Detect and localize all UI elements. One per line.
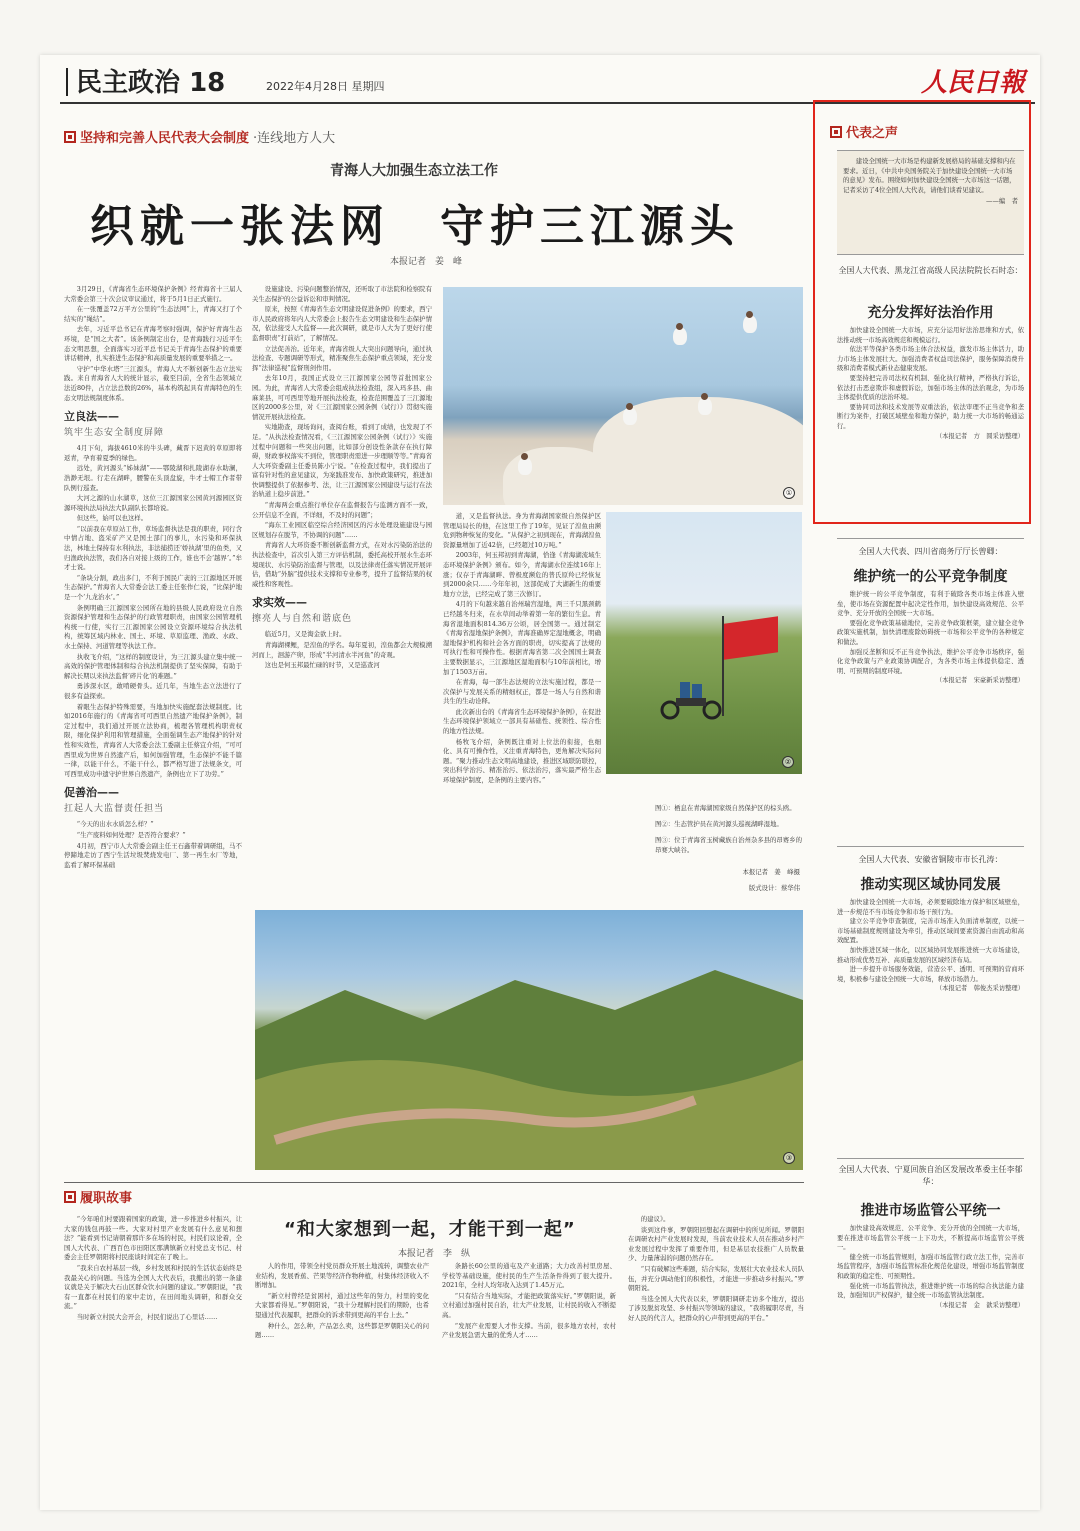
motorcycle-icon [658,680,726,720]
paragraph: 当时新立村民大会开会，村民们说出了心里话…… [76,1312,218,1321]
paragraph: 4月下旬，海拔4610米的牛头碑，藏晋下迟黄的草原即将返青，孕育着夏季的绿色。 [64,444,242,462]
intro-text: 建设全国统一大市场是构建新发展格局的基础支撑和内在要求。近日，《中共中央国务院关于加快建设全国统一大市场的意见》发布。围绕如何加快建设全国统一大市场这一话题，记者采访了4位全国人大代表，请他们谈看见建议。 [843,157,1016,194]
paragraph: 人的作用，带领全村党员群众开展土地流转，调整农业产业结构，发展香蕉、芒果等经济作物种植，村集体经济收入不断增加。 [255,1262,429,1290]
paragraph: “生产废料如何处理？是否符合要求？” [76,830,186,839]
lower-headline: “和大家想到一起，才能干到一起” [284,1219,576,1240]
section-heading-3: 求实效—— [252,596,307,610]
lower-kicker-text: 履职故事 [80,1191,133,1206]
paragraph: 这也是何玉邦最忙碌的时节，又是巡查河 [264,661,380,670]
article-subhead: 青海人大加强生态立法工作 [330,163,498,179]
newspaper-logo: 人民日報 [920,68,1025,98]
photo-number: ② [782,756,794,768]
article-column-3 [443,512,601,902]
paragraph: “条块分割，政出多门，不利于国民广袤的三江源地区开展生态保护。”青海省人大常委会法工委主任张作仁说，“比保护地是一个‘九龙治水’。” [64,573,242,602]
paragraph: “今天的出水水质怎么样？” [76,820,154,829]
paragraph: 守护“中华水塔”三江源头，青海人大不断创新生态立法实践。来自青海省人大的统计显示，截至目前，全省生态领域立法近80件，占立法总数的26%，基本构筑起具有青海特色的生态文明法规制度体系。 [64,364,242,402]
gull-shape [673,327,687,345]
section-subheading-1: 筑牢生态安全制度屏障 [64,428,165,439]
paragraph: 2003年，何玉邦初到青海湖，恰逢《青海湖流域生态环境保护条例》颁布。如今，青海湖水位连续16年上涨；仅存于青海湖畔、曾极度濒危的普氏原羚已经恢复到2000余只……今年年初，这部促成了大湖新生的重要地方立法，已经完成了第三次修订。 [443,551,601,598]
canyon-landscape [255,910,803,1170]
photo-canyon [255,910,803,1170]
photo-gulls [443,287,803,505]
masthead-bar [66,68,68,96]
paragraph: 健全统一市场监管规则，加强市场监管行政立法工作，完善市场监管程序，加强市场监管标准化规范化建设，增强市场监管制度和政策的稳定性、可预期性。 [837,1253,1024,1280]
section-title: 民主政治 18 [76,68,226,98]
paragraph: 种什么，怎么种，产品怎么卖，这些都是罗朝阳关心的问题…… [255,1321,429,1340]
paragraph: 建立公平竞争审查制度，完善市场准入负面清单制度，以统一市场基础制度规则建设为牵引，推动区域间要素资源自由流动和高效配置。 [837,918,1024,945]
paragraph: 依法平等保护各类市场主体合法权益，激发市场主体活力，助力市场主体发展壮大。加强消费者权益司法保护，服务保障消费升级和消费者模式新业态健康发展。 [837,346,1024,373]
kicker-box-icon [64,1191,76,1203]
opinion-body-1 [837,326,1024,514]
photo-patrol [606,512,802,774]
kicker-sub: ·连线地方人大 [253,131,336,146]
paragraph: 的建议》。 [640,1215,670,1223]
paragraph: 青海省人大环资委不断创新监督方式，在对水污染防治法的执法检查中，首次引入第三方评估机制，委托高校开展水生态环境现状、水污染防治监督与管理，以及法律责任落实情况开展评估，借助“外脑”提供技术支撑和专业参考，提升了监督结果的权威性和客观性。 [252,541,432,588]
red-flag [724,616,778,660]
paragraph: 青海湖裸鲤，是湟鱼的学名。每年夏初，湟鱼都会大规模溯河而上，洄游产卵，形成“半河清水半河鱼”的奇观。 [252,641,432,659]
paragraph: 着眼生态保护特殊需要，当地加快实施配套法规制度。比如2016年施行的《青海省可可西里自然遗产地保护条例》，制定过程中，我们通过开展立法协商，梳理各管理机构职责权限，细化保护利用和管理措施，全面强调生态产地保护的针对性和实效性，青海省人大常委会法工委副主任蔡宜介绍，“可可西里成为世界自然遗产后，如何加强管理，生态保护不能千篇一律，以能干什么，不能干什么，都严格写进了法规条文，可可西里成功申遗守护世界自然遗产，条例也立下了功劳。” [64,702,242,778]
opinion-title-2: 维护统一的公平竞争制度 [853,569,1008,585]
kicker-box-icon [830,126,842,138]
col2-paragraphs [252,285,432,589]
lower-column-1 [64,1215,242,1440]
paragraph: 3月29日，《青海省生态环境保护条例》经青海省十三届人大常委会第三十次会议审议通过，将于5月1日正式施行。 [64,285,242,303]
paragraph: 此次新出台的《青海省生态环境保护条例》，在促进生态环境保护领域立一部具有基础性、统领性、综合性的地方性法规。 [443,707,601,736]
paragraph: 进一步提升市场服务效能，营造公平、透明、可预期的营商环境，积极参与建设全国统一大市场，释放市场潜力。 [837,966,1024,983]
paragraph: 原来，按照《青海省生态文明建设促进条例》的要求，西宁市人民政府将年内人大常委会上报告生态文明建设和生态保护情况，依法接受人大监督——此次调研，就是市人大为了更好行使监督职责“打前站”，了解情况。 [252,305,432,342]
reporter-credit: （本报记者 金 歆采访整理） [935,1301,1024,1309]
paragraph: 条例明确三江源国家公园所在地的县级人民政府设立自然资源保护管理和生态保护的行政管理职责，由国家公园管理机构统一行使，实行三江源国家公园设立资源环境综合执法机构，统筹区域内林业、国土、环境、草原监理、渔政、水政、水土保持、河道管理等执法工作。 [64,603,242,650]
paragraph: 在一张覆盖72万平方公里的“生态法网”上，青海又打了个结实的“绳结”。 [64,305,242,323]
paragraph: 当选全国人大代表以来，罗朝阳调研走访多个地方，提出了涉及脱贫攻坚、乡村振兴等领域的建议，“我将履职尽责，当好人民的代言人，把群众的心声带到更高的平台。” [628,1294,804,1322]
paragraph: 在青海，每一部生态法规的立法实施过程，都是一次保护与发展关系的精细权正，都是一场人与自然和谐共生的生动诠释。 [443,678,601,706]
col1d-paragraphs [64,820,242,870]
sidebar-kicker [830,122,898,141]
paragraph: 大河之源的山水湖草，这位三江源国家公园黄河源园区资源环境执法局执法大队副队长都培说。 [64,494,242,512]
divider [837,1158,1024,1159]
paragraph: “以前我在草原站工作，草场监督执法是我的职责，同行含中情占地、盗采矿产又是国土部门的事儿，水污染和环保执法，林地土保持有水利执法，非法捕捞还‘娇执湖’里的鱼类，又归渔政执法管，我们各自对接上级的工作，谁也不会‘越界’。”牟才士说。 [64,524,242,572]
lower-byline: 本报记者 李 纵 [398,1249,471,1259]
paragraph: “只有破解这些难题，结合实际，发展壮大农业技术人员队伍，并充分调动他们的积极性，才能进一步推动乡村振兴。”罗朝阳说。 [628,1264,804,1293]
divider [64,1182,804,1183]
paragraph: 但这些，始可以也这样。 [76,514,148,523]
divider [837,538,1024,539]
paragraph: 设施建设、污染问题整治情况，还听取了市法院和检察院有关生态保护的公益诉讼和审判情况。 [252,285,432,303]
paragraph: 图③：位于青海省玉树藏族自治州杂多县的昂赛乡的昂赛大峡谷。 [655,836,802,854]
col2b-paragraphs [252,630,432,670]
paragraph: “发展产业需要人才作支撑。当前，很多地方农村，农村产业发展急需大量的优秀人才…… [442,1321,616,1340]
paragraph: 要坚持把完善司法权有机制、强化执行精神，严格执行诉讼，依法打击恶意欺诈和虚假诉讼，加强市场主体的法治观念，为市场主体提供优质的法治环境。 [837,374,1024,402]
article-headline: 织就一张法网 守护三江源头 [90,201,740,252]
col1-paragraphs [64,285,242,403]
paragraph: “海东工业园区临空综合经济园区的污水处理设施建设与园区规划存在脱节，不协调的问题”…… [252,521,432,539]
gull-shape [623,407,637,425]
paragraph: 执收飞介绍，“这样的制度设计，为三江源头建立集中统一高效的保护管理体制和综合执法机制提供了坚实保障，有助于解决长期以来执法监督‘碎片化’的难题。” [64,652,242,680]
opinion-title-1: 充分发挥好法治作用 [867,305,994,321]
paragraph: 要协同司法和技术发展等双重法治，依法审理不正当竞争和垄断行为案件，打破区域壁垒和地方保护，助力统一大市场的畅通运行。 [837,403,1024,430]
column-kicker [64,127,335,146]
paragraph: 加快建设全国统一大市场，必须要破除地方保护和区域壁垒，进一步规范不当市场竞争和市场干预行为。 [837,899,1024,916]
paragraph: 本报记者 姜 峰摄 [742,868,800,877]
col1b-paragraphs [64,444,242,681]
sidebar-intro [837,150,1024,255]
paragraph: “新立村曾经是贫困村，通过这些年的努力，村里的变化大家都看得见。”罗朝阳说，“我十分理解村民们的期盼，也希望通过代表履职，把群众的诉求带到更高的平台上去。” [255,1291,429,1319]
paragraph: 勇涉深水区，敢啃硬骨头。近几年，当地生态立法进行了很多有益探索。 [64,682,242,700]
section-subheading-3: 擦亮人与自然和谐底色 [252,614,353,625]
section-heading-1: 立良法—— [64,410,119,424]
opinion-body-2 [837,590,1024,822]
col1c-paragraphs [64,682,242,779]
paragraph: 实地勘查，现场询问，查阅台账，看到了成绩，也发现了不足。“从执法检查情况看，《三江源国家公园条例（试行）》实施过程中问题和一些突出问题，比如部分创设性条款存在执行障碍，财政事权落实不到位，管理职责需进一步理顺等等。”青海省人大环资委副主任委员陈小宁说。“在检查过程中，我们提出了富有针对性的意见建议，为案践准发布、加快政策研究，推进加快调整提供了依据参考、法，让三江源国家公园建设与运行在法治轨道上稳步前进。” [252,423,432,499]
paragraph: 去年，习近平总书记在青海考察时强调，保护好青海生态环境，是“国之大者”。该条例制定出台，是青海践行习近平生态文明思想，全面落实习近平总书记关于青海生态保护的重要讲话精神，扎实推进生态保护和高质量发展的重要举措之一。 [64,325,242,363]
kicker-text: 坚持和完善人民代表大会制度 [80,131,250,146]
opinion-title-3: 推动实现区域协同发展 [860,877,1001,893]
article-column-2 [252,285,432,905]
speaker-3: 全国人大代表、安徽省铜陵市市长孔涛： [858,855,1003,864]
paragraph: 版式设计：蔡华伟 [748,884,800,893]
article-byline: 本报记者 姜 峰 [390,257,463,267]
divider [837,846,1024,847]
paragraph: “今年咱们村要跟着国家的政策，进一步推进乡村振兴，让大家的钱包再鼓一些。大家对村里产业发展有什么意见和想法？”能看到书记请朝着那许多在场的村民，村民们议论着，全国人大代表、广西百色市田阳区那满镇新立村党总支书记、村委会主任罗朝阳将村民座谈时间定在了晚上。 [64,1215,242,1262]
section-subheading-2: 扛起人大监督责任担当 [64,804,165,815]
paragraph: “只有结合当地实际，才能把政策落实好。”罗朝阳说，新立村通过加强村民自治，壮大产业发展，让村民的收入不断提高。 [442,1291,616,1319]
lower-column-2 [255,1262,429,1440]
gull-shape [518,457,532,475]
sidebar-kicker-text: 代表之声 [846,126,899,141]
paragraph: 加快建设高效规范、公平竞争、充分开放的全国统一大市场，要在推进市场监管公平统一上下功夫，不断提高市场监管公平统一。 [837,1225,1024,1252]
paragraph: 谈到这件事，罗朝阳回想起在调研中的所见所闻。罗朝阳在调研农村产业发展时发现，当前农业技术人员在推动乡村产业发展过程中发挥了重要作用，但是基层农技推广人员数量少、力量薄弱的问题仍然存在。 [628,1225,804,1263]
photo-number: ① [783,487,795,499]
section-heading-2: 促善治—— [64,786,119,800]
paragraph: 维护统一的公平竞争制度，有利于破除各类市场主体准入壁垒，使市场在资源配置中起决定性作用，加快建设高效规范、公平竞争、充分开放的全国统一大市场。 [837,591,1024,618]
article-column-1 [64,285,242,1175]
paragraph: 远处，黄河源头“姊妹湖”——鄂陵湖和扎陵湖春水助澜，浩渺无垠。行走在湖畔，腰警在头顶盘旋，牛才士帽工作者带队例行巡查。 [64,464,242,492]
paragraph: 加快建设全国统一大市场，应充分运用好法治思维和方式，依法推动统一市场高效规范和规模运行。 [837,327,1024,344]
photo-number: ③ [783,1152,795,1164]
photo-credit [700,862,800,900]
lower-column-3 [442,1262,616,1440]
paragraph: 临近5月，又是淘金欲上时。 [264,630,346,639]
reporter-credit: （本报记者 方 圆采访整理） [935,432,1024,440]
paragraph: 4月的下旬越来越自治州瑞宫湿地，两三千只黑颈鹤已经越冬归来，在水草间动举着第一年的繁衍生息。青海省湿地面积814.36万公顷，居全国第一。通过制定《青海省湿地保护条例》，青海准确界定湿地概念，明确湿地保护机构和社会各方面的职责，切实提高了法规的可执行性和可操作性。根据青海省第二次全国国土调查主要数据显示，三江源地区湿地面积与10年前相比，增加了1503万亩。 [443,600,601,676]
paragraph: 条路长60公里的通屯及产业道路；大力改善村里房屋、学校等基础设施，使村民的生产生活条件得到了很大提升。2021年，全村人均年收入达到了1.45万元。 [442,1262,616,1290]
paragraph: 立法促善治。近年来，青海省级人大突出问题导向，通过执法检查、专题调研等形式，精准聚焦生态保护重点领域，充分发挥“法律巡视”监督刑剑作用。 [252,344,432,372]
paragraph: 要强化竞争政策基础地位，完善竞争政策框架，建立健全竞争政策实施机制，加快清理废除妨碍统一市场和公平竞争的各种规定和做法。 [837,619,1024,646]
intro-signature: ——编 者 [986,197,1018,206]
photo-captions [655,798,803,862]
opinion-body-3 [837,898,1024,1146]
paragraph: 图②：生态管护员在黄河源头巡视湖畔湿地。 [655,820,783,829]
paragraph: 加快推进区域一体化，以区域协同发展推进统一大市场建设，推动形成优势互补、高质量发展的区域经济布局。 [837,946,1024,964]
paragraph: “青海两会重点推行单位存在监督报告与监测方面不一致，公开信息不全面，不详细，不及时的问题”； [252,501,432,519]
paragraph: 图①：栖息在青海湖国家级自然保护区的棕头鸥。 [655,804,796,813]
opinion-body-4 [837,1224,1024,1432]
paragraph: 加强反垄断和反不正当竞争执法，维护公平竞争市场秩序，强化竞争政策与产业政策协调配合，为各类市场主体提供稳定、透明、可预期的制度环境。 [837,648,1024,675]
opinion-title-4: 推进市场监管公平统一 [860,1203,1001,1219]
lower-kicker [64,1187,132,1206]
col3-paragraphs [443,512,601,786]
paragraph: “我来自农村基层一线，乡村发展和村民的生活状态始终是我最关心的问题。当选为全国人大代表后，我搬出的第一条建议就是关于解决大石山区群众饮水问题的建议。”罗朝阳说，“我有一直都在村民们的家中走访，在田间地头调研，和群众交流。” [64,1263,242,1311]
lower-column-4 [628,1215,804,1440]
issue-date: 2022年4月28日 星期四 [266,80,385,93]
gull-shape [698,397,712,415]
paragraph: 去年10月，我国正式设立三江源国家公园等首批国家公园。为此，青海省人大常委会组成执法检查组，深入玛多县、曲麻莱县，可可西里等地开展执法检查，检查范围覆盖了三江源地区的2000多公里，对《三江源国家公园条例（试行）》贯彻实施情况开展执法检查。 [252,374,432,421]
paragraph: 4月初，西宁市人大常委会副主任王石鑫带着调研组，马不停蹄地走访了西宁生活垃圾焚烧发电厂、第一再生水厂等地，监看了解环保基础 [64,841,242,869]
speaker-2: 全国人大代表、四川省商务厅厅长曾卿： [858,547,1003,556]
masthead [60,62,1035,102]
paragraph: 道，又是监督执法。身为青海湖国家级自然保护区管理局局长的他，在这里工作了19年，见证了湟鱼由濒危到物种恢复的变化。“从保护之初到现在，青海湖湟鱼资源量增加了近42倍，已经超过10万吨。” [443,512,601,549]
paragraph: 杨牧飞介绍，条例既注重对上位法的衔接，也细化、具有可操作性，又注重青海特色，更角解决实际问题。“聚力推动生态文明高地建设，推进区域联防联控，突出科学治污、精准治污、依法治污，落实最严格生态环境保护制度，是条例的主要内容。” [443,737,601,785]
speaker-4: 全国人大代表、宁夏回族自治区发展改革委主任李郁华： [838,1165,1023,1186]
speaker-1: 全国人大代表、黑龙江省高级人民法院院长石时态： [838,266,1023,275]
paragraph: 强化统一市场监管执法，推进维护统一市场的综合执法能力建设，加强知识产权保护，健全统一市场监管执法制度。 [837,1282,1024,1300]
kicker-box-icon [64,131,76,143]
reporter-credit: （本报记者 韩俊杰采访整理） [935,985,1024,993]
gull-shape [743,315,757,333]
reporter-credit: （本报记者 宋豪新采访整理） [935,677,1024,685]
